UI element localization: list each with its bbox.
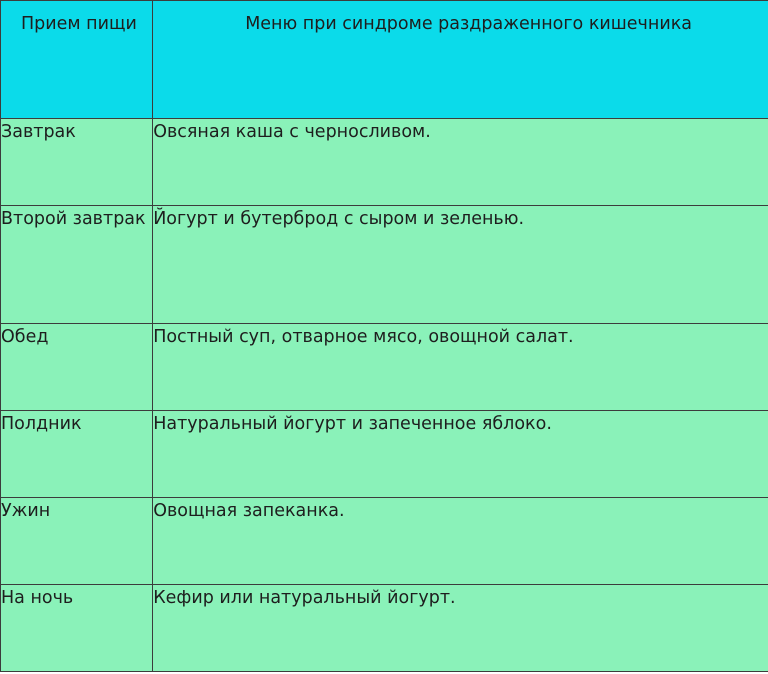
meal-cell: На ночь — [1, 585, 153, 672]
meal-cell: Полдник — [1, 411, 153, 498]
menu-cell: Овощная запеканка. — [153, 498, 768, 585]
header-menu: Меню при синдроме раздраженного кишечника — [153, 1, 768, 119]
meal-cell: Завтрак — [1, 119, 153, 206]
table-row — [1, 585, 768, 672]
table-row — [1, 119, 768, 206]
meal-cell: Ужин — [1, 498, 153, 585]
menu-cell: Натуральный йогурт и запеченное яблоко. — [153, 411, 768, 498]
table-header-row — [1, 1, 768, 119]
menu-cell: Постный суп, отварное мясо, овощной салат. — [153, 324, 768, 411]
meal-cell: Обед — [1, 324, 153, 411]
table-row — [1, 411, 768, 498]
menu-cell: Йогурт и бутерброд с сыром и зеленью. — [153, 206, 768, 324]
meal-cell: Второй завтрак — [1, 206, 153, 324]
table-row — [1, 206, 768, 324]
table-row — [1, 324, 768, 411]
table-row — [1, 498, 768, 585]
menu-cell: Овсяная каша с черносливом. — [153, 119, 768, 206]
header-meal: Прием пищи — [1, 1, 153, 119]
menu-cell: Кефир или натуральный йогурт. — [153, 585, 768, 672]
